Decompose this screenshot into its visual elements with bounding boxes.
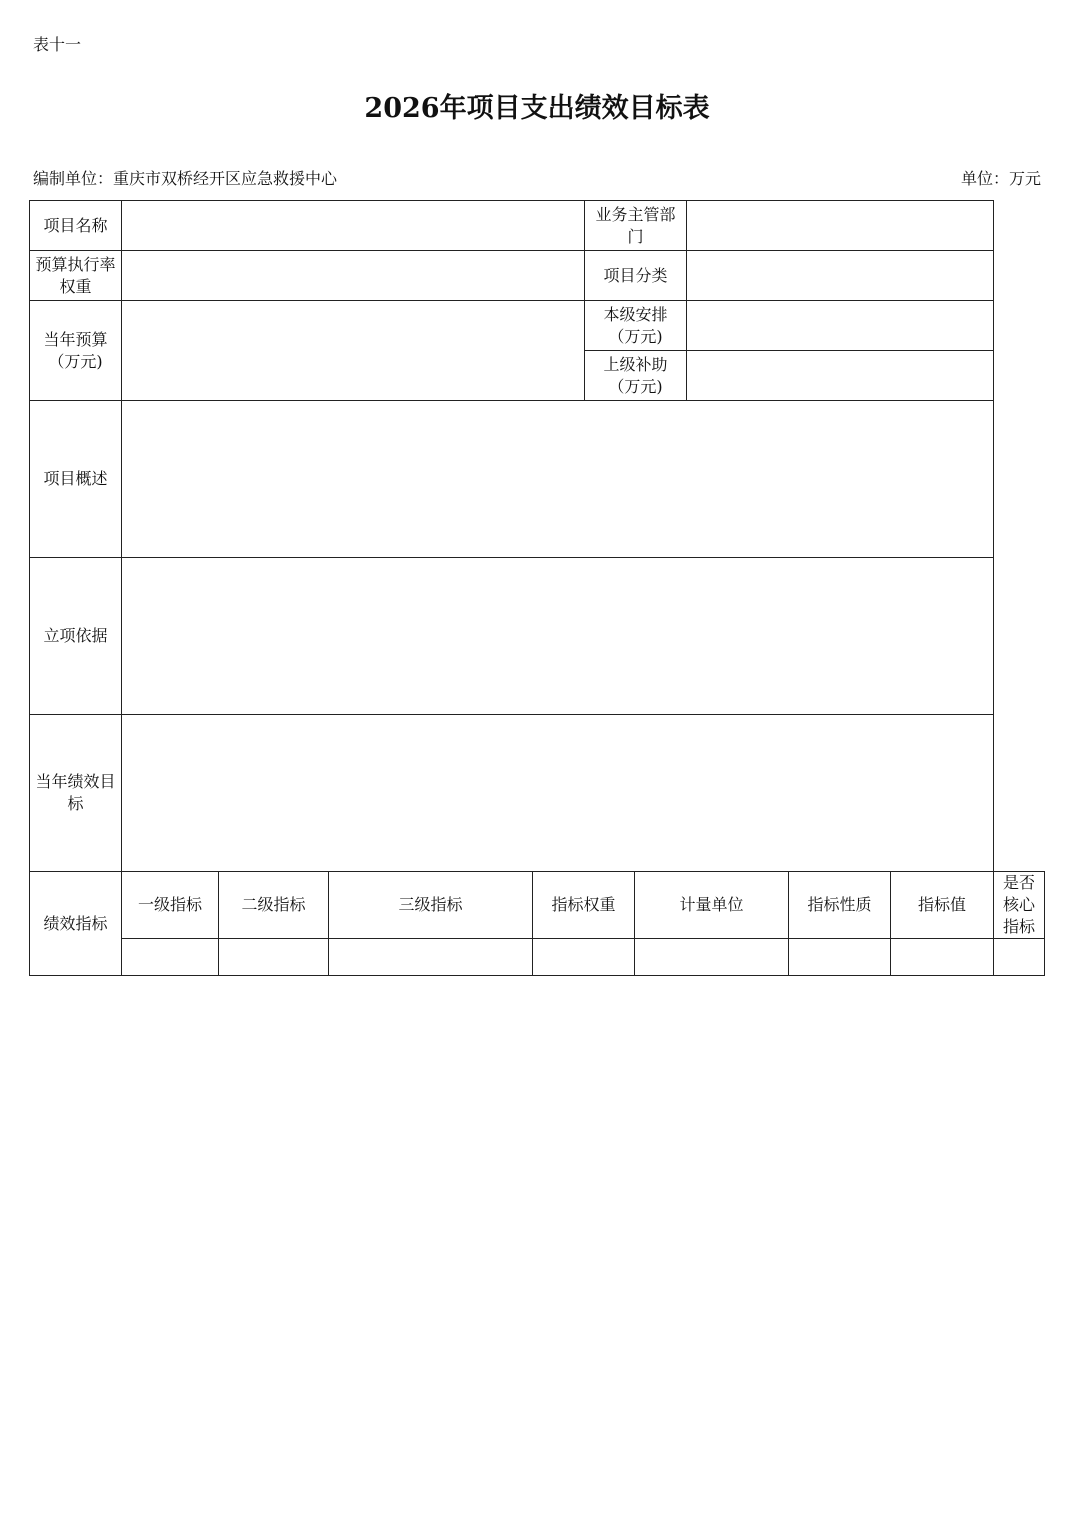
indicator-col-header: 是否核心指标 <box>994 872 1045 939</box>
indicator-cell[interactable] <box>122 939 219 976</box>
indicator-col-header: 计量单位 <box>635 872 789 939</box>
indicator-col-header: 一级指标 <box>122 872 219 939</box>
page-title: 2026年项目支出绩效目标表 <box>364 93 710 124</box>
performance-goal-table <box>29 200 1045 976</box>
indicator-col-header: 指标性质 <box>789 872 891 939</box>
row-basis <box>30 558 1045 715</box>
dept-cell[interactable] <box>687 201 994 251</box>
goal-label: 当年绩效目标 <box>30 715 122 872</box>
table-row <box>30 939 1045 976</box>
category-cell[interactable] <box>687 251 994 301</box>
local-cell[interactable] <box>687 301 994 351</box>
row-exec-rate <box>30 251 1045 301</box>
project-name-cell[interactable] <box>122 201 585 251</box>
indicator-col-header: 指标权重 <box>533 872 635 939</box>
row-budget-local <box>30 301 1045 351</box>
indicator-col-header: 指标值 <box>891 872 994 939</box>
local-label: 本级安排（万元) <box>585 301 687 351</box>
exec-rate-label: 预算执行率权重 <box>30 251 122 301</box>
indicator-cell[interactable] <box>994 939 1045 976</box>
indicator-col-header: 三级指标 <box>329 872 533 939</box>
overview-cell[interactable] <box>122 401 994 558</box>
superior-cell[interactable] <box>687 351 994 401</box>
project-name-label: 项目名称 <box>30 201 122 251</box>
indicators-label: 绩效指标 <box>30 872 122 976</box>
row-indicator-header <box>30 872 1045 939</box>
indicator-col-header: 二级指标 <box>219 872 329 939</box>
indicator-cell[interactable] <box>329 939 533 976</box>
row-project-name <box>30 201 1045 251</box>
dept-label: 业务主管部门 <box>585 201 687 251</box>
category-label: 项目分类 <box>585 251 687 301</box>
basis-cell[interactable] <box>122 558 994 715</box>
row-goal <box>30 715 1045 872</box>
goal-cell[interactable] <box>122 715 994 872</box>
indicator-cell[interactable] <box>891 939 994 976</box>
currency-unit: 单位：万元 <box>960 169 1041 188</box>
budget-label: 当年预算（万元) <box>30 301 122 401</box>
indicator-cell[interactable] <box>533 939 635 976</box>
basis-label: 立项依据 <box>30 558 122 715</box>
row-overview <box>30 401 1045 558</box>
indicator-cell[interactable] <box>635 939 789 976</box>
budget-cell[interactable] <box>122 301 585 401</box>
indicator-cell[interactable] <box>219 939 329 976</box>
compiling-unit: 编制单位：重庆市双桥经开区应急救援中心 <box>33 169 338 188</box>
overview-label: 项目概述 <box>30 401 122 558</box>
indicator-cell[interactable] <box>789 939 891 976</box>
table-number-label: 表十一 <box>33 35 82 54</box>
exec-rate-cell[interactable] <box>122 251 585 301</box>
superior-label: 上级补助（万元) <box>585 351 687 401</box>
